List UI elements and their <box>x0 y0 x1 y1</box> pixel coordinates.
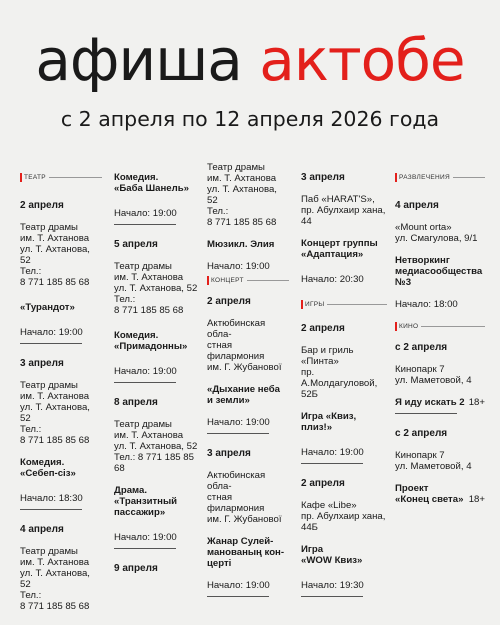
venue-line: ул. Т. Ахтанова, 52 <box>114 283 198 294</box>
venue-line: ул. Т. Ахтанова, 52 <box>20 402 90 424</box>
event-date: 8 апреля <box>114 397 158 408</box>
event-title: Концерт группы <box>301 238 378 249</box>
event-date: 3 апреля <box>301 172 345 183</box>
venue-line: 8 771 185 85 68 <box>207 217 277 228</box>
event-title: «Дыхание неба <box>207 384 280 395</box>
venue-line: 8 771 185 85 68 <box>20 435 90 446</box>
event-time: Начало: 19:00 <box>114 208 177 219</box>
section-rule <box>327 304 387 305</box>
venue-line: ул. Т. Ахтанова, 52 <box>20 568 90 590</box>
venue-line: им. Т. Ахтанова <box>20 391 90 402</box>
venue-line: Актюбинская обла- <box>207 470 266 492</box>
event-time: Начало: 19:00 <box>207 580 270 591</box>
venue-line: Кафе «Libe» <box>301 500 357 511</box>
venue-line: им. Т. Ахтанова <box>207 173 277 184</box>
event-time: Начало: 20:30 <box>301 274 364 285</box>
event-title: «Баба Шанель» <box>114 183 189 194</box>
event-title: Проект <box>395 483 429 494</box>
venue-line: им. Г. Жубанової <box>207 362 282 373</box>
event-date: 4 апреля <box>395 200 439 211</box>
venue-line: 8 771 185 85 68 <box>20 601 90 612</box>
venue-line: ул. Т. Ахтанова, 52 <box>207 184 277 206</box>
venue-line: 8 771 185 85 68 <box>114 305 184 316</box>
section-rule <box>453 177 485 178</box>
section-rule <box>247 280 289 281</box>
section-marker <box>20 173 22 182</box>
venue-line: им. Т. Ахтанова <box>114 430 184 441</box>
age-rating: 18+ <box>468 494 485 505</box>
event-date: 2 апреля <box>301 478 345 489</box>
section-header-cinema: КИНО <box>395 321 485 331</box>
venue-line: Театр драмы <box>207 162 265 173</box>
event-title: Комедия. <box>114 330 159 341</box>
event-title: Игра <box>301 544 324 555</box>
venue-line: ул. Т. Ахтанова, 52 <box>20 244 90 266</box>
column-games <box>301 158 387 597</box>
event-time: Начало: 19:00 <box>114 532 177 543</box>
event-date: 4 апреля <box>20 524 64 535</box>
title-city: актобе <box>259 26 465 94</box>
column-entertainment-cinema <box>395 158 485 505</box>
event-title: «Примадонны» <box>114 341 188 352</box>
venue-line: Театр драмы <box>20 222 78 233</box>
venue-line: Тел.: <box>20 590 42 601</box>
venue-line: 8 771 185 85 68 <box>20 277 90 288</box>
venue-line: 44Б <box>301 522 318 533</box>
section-header-games: ИГРЫ <box>301 299 387 309</box>
event-date: 2 апреля <box>207 296 251 307</box>
event-time: Начало: 19:00 <box>301 447 364 458</box>
event-title: «Конец света» <box>395 494 464 505</box>
age-rating: 18+ <box>468 397 485 408</box>
divider <box>207 596 269 597</box>
venue-line: 68 <box>114 463 125 474</box>
section-marker <box>395 322 397 331</box>
venue-line: Актюбинская обла- <box>207 318 266 340</box>
event-time: Начало: 18:30 <box>20 493 83 504</box>
event-title: манованың кон- <box>207 547 285 558</box>
section-marker <box>395 173 397 182</box>
venue-line: им. Г. Жубанової <box>207 514 282 525</box>
event-time: Начало: 19:00 <box>114 366 177 377</box>
venue-line: Кинопарк 7 <box>395 450 445 461</box>
venue-line: Тел.: <box>114 294 136 305</box>
poster-title <box>0 28 500 92</box>
event-date: 3 апреля <box>20 358 64 369</box>
event-date: 5 апреля <box>114 239 158 250</box>
column-concerts <box>207 162 289 597</box>
section-marker <box>301 300 303 309</box>
venue-line: Бар и гриль «Пинта» <box>301 345 354 367</box>
movie-row <box>395 494 485 505</box>
section-rule <box>421 326 485 327</box>
event-title: Я иду искать 2 <box>395 397 465 408</box>
event-title: «Транзитный <box>114 496 178 507</box>
venue-line: пр. Абулхаир хана, <box>301 511 386 522</box>
event-title: «WOW Квиз» <box>301 555 363 566</box>
column-theatre-1 <box>20 158 102 612</box>
event-title: Комедия. <box>20 457 65 468</box>
venue-line: ул. Т. Ахтанова, 52 <box>114 441 198 452</box>
event-time: Начало: 19:00 <box>207 417 270 428</box>
event-date: с 2 апреля <box>395 428 448 439</box>
event-title: Комедия. <box>114 172 159 183</box>
event-title: «Себеп-сіз» <box>20 468 76 479</box>
event-date: 9 апреля <box>114 563 158 574</box>
event-date: 2 апреля <box>20 200 64 211</box>
section-header-entertainment: РАЗВЛЕЧЕНИЯ <box>395 172 485 182</box>
venue-line: пр. А.Молдагуловой, <box>301 367 378 389</box>
venue-line: Театр драмы <box>114 261 172 272</box>
event-title: Драма. <box>114 485 148 496</box>
event-title: Мюзикл. Элия <box>207 239 275 250</box>
title-afisha: афиша <box>35 26 242 94</box>
venue-line: Тел.: <box>20 266 42 277</box>
venue-line: стная филармония <box>207 492 265 514</box>
event-title: №3 <box>395 277 412 288</box>
event-title: и земли» <box>207 395 250 406</box>
event-title: Жанар Сулей- <box>207 536 274 547</box>
section-header-concert: КОНЦЕРТ <box>207 275 289 285</box>
event-date: 3 апреля <box>207 448 251 459</box>
venue-line: Театр драмы <box>20 546 78 557</box>
event-title: медиасообщества <box>395 266 483 277</box>
event-title: «Турандот» <box>20 302 75 313</box>
event-date: с 2 апреля <box>395 342 448 353</box>
venue-line: Тел.: 8 771 185 85 <box>114 452 194 463</box>
venue-line: им. Т. Ахтанова <box>114 272 184 283</box>
date-range: с 2 апреля по 12 апреля 2026 года <box>60 107 440 131</box>
column-theatre-2 <box>114 158 198 574</box>
event-title: Нетворкинг <box>395 255 450 266</box>
venue-line: ул. Маметовой, 4 <box>395 375 472 386</box>
event-time: Начало: 19:00 <box>207 261 270 272</box>
venue-line: Театр драмы <box>20 380 78 391</box>
event-date: 2 апреля <box>301 323 345 334</box>
venue-line: 44 <box>301 216 312 227</box>
section-marker <box>207 276 209 285</box>
venue-line: 52Б <box>301 389 318 400</box>
venue-line: стная филармония <box>207 340 265 362</box>
event-title: Игра «Квиз, плиз!» <box>301 411 357 433</box>
venue-line: Тел.: <box>20 424 42 435</box>
venue-line: им. Т. Ахтанова <box>20 233 90 244</box>
venue-line: Театр драмы <box>114 419 172 430</box>
venue-line: ул. Маметовой, 4 <box>395 461 472 472</box>
venue-line: «Mount orta» <box>395 222 452 233</box>
section-header-theatre: ТЕАТР <box>20 172 102 182</box>
venue-line: ул. Смагулова, 9/1 <box>395 233 478 244</box>
divider <box>301 596 363 597</box>
event-title: пассажир» <box>114 507 166 518</box>
venue-line: пр. Абулхаир хана, <box>301 205 386 216</box>
venue-line: Тел.: <box>207 206 229 217</box>
venue-line: Кинопарк 7 <box>395 364 445 375</box>
event-time: Начало: 19:30 <box>301 580 364 591</box>
event-time: Начало: 18:00 <box>395 299 458 310</box>
event-time: Начало: 19:00 <box>20 327 83 338</box>
venue-line: им. Т. Ахтанова <box>20 557 90 568</box>
section-rule <box>49 177 102 178</box>
event-title: «Адаптация» <box>301 249 364 260</box>
movie-row <box>395 397 485 408</box>
event-title: церті <box>207 558 232 569</box>
venue-line: Паб «HARAT'S», <box>301 194 375 205</box>
